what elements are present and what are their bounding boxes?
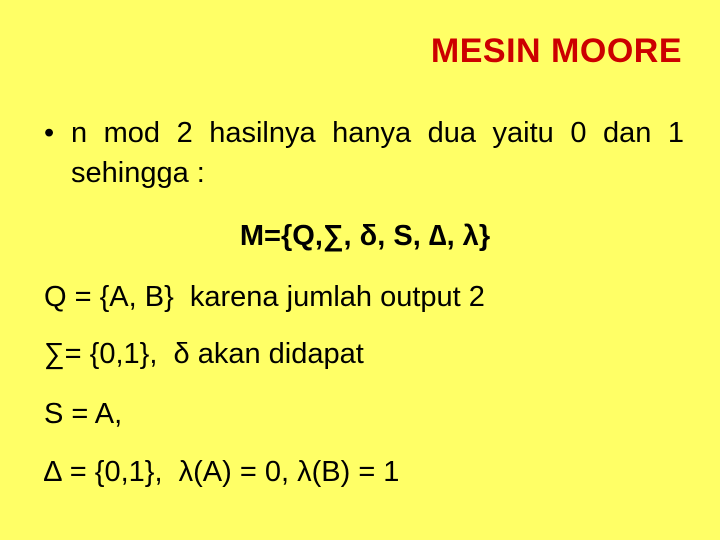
output-alphabet-line: ∆ = {0,1}, λ(A) = 0, λ(B) = 1 bbox=[44, 456, 400, 488]
machine-definition-formula: M={Q,∑, δ, S, ∆, λ} bbox=[239, 220, 491, 252]
start-state-line: S = A, bbox=[44, 398, 123, 430]
states-line: Q = {A, B} karena jumlah output 2 bbox=[44, 281, 485, 313]
input-alphabet-line: ∑= {0,1}, δ akan didapat bbox=[44, 338, 364, 370]
bullet-marker: • bbox=[44, 117, 55, 149]
bullet-point bbox=[44, 113, 684, 193]
bullet-text: n mod 2 hasilnya hanya dua yaitu 0 dan 1 sehingga : bbox=[71, 117, 684, 189]
slide-title: MESIN MOORE bbox=[430, 32, 682, 70]
